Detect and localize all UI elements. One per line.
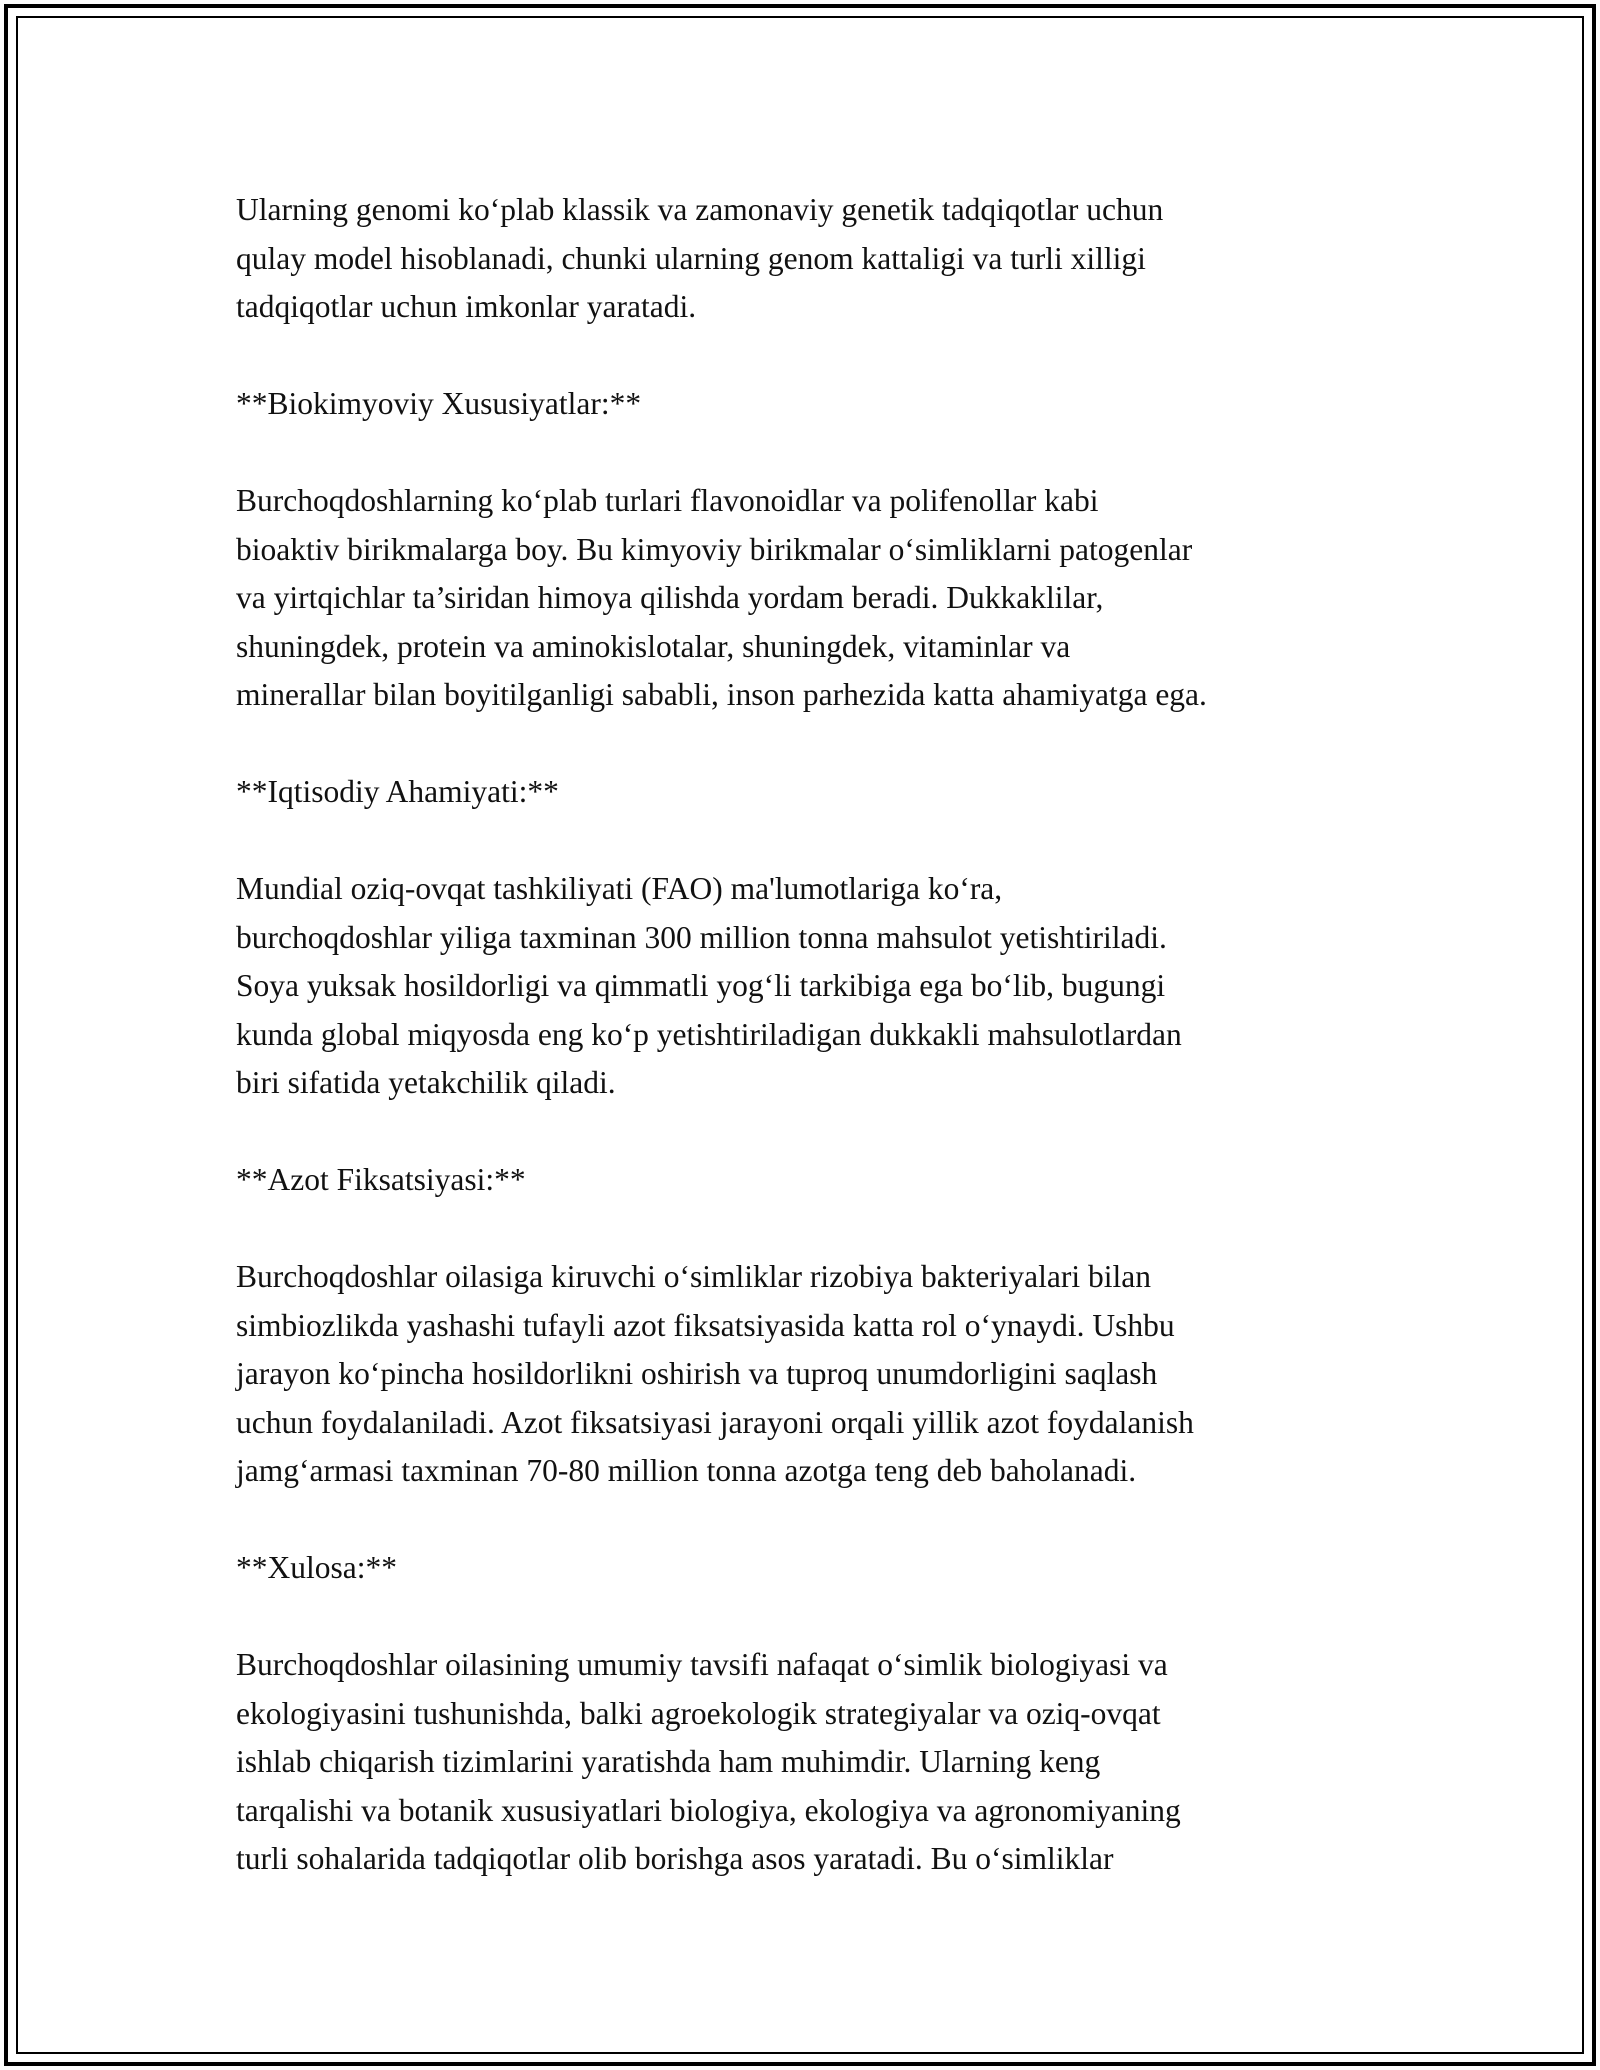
- paragraph-biochemical: [236, 477, 1376, 720]
- text-line: ekologiyasini tushunishda, balki agroekologik strategiyalar va oziq-ovqat: [236, 1695, 1161, 1731]
- text-line: Burchoqdoshlar oilasiga kiruvchi o‘simliklar rizobiya bakteriyalari bilan: [236, 1259, 1151, 1294]
- paragraph-conclusion: [236, 1641, 1376, 1884]
- text-line: biri sifatida yetakchilik qiladi.: [236, 1065, 616, 1100]
- heading-text: **Xulosa:**: [236, 1550, 397, 1585]
- text-line: Mundial oziq-ovqat tashkiliyati (FAO) ma'lumotlariga ko‘ra,: [236, 871, 1003, 906]
- text-line: Burchoqdoshlarning ko‘plab turlari flavonoidlar va polifenollar kabi: [236, 483, 1099, 518]
- text-line: minerallar bilan boyitilganligi sababli, inson parhezida katta ahamiyatga ega.: [236, 677, 1207, 712]
- heading-economic: [236, 768, 1376, 817]
- text-line: ishlab chiqarish tizimlarini yaratishda ham muhimdir. Ularning keng: [236, 1744, 1101, 1779]
- text-line: Soya yuksak hosildorligi va qimmatli yog‘li tarkibiga ega bo‘lib, bugungi: [236, 968, 1166, 1003]
- text-line: turli sohalarida tadqiqotlar olib borishga asos yaratadi. Bu o‘simliklar: [236, 1841, 1114, 1876]
- text-line: kunda global miqyosda eng ko‘p yetishtiriladigan dukkakli mahsulotlardan: [236, 1016, 1182, 1052]
- text-line: jamg‘armasi taxminan 70-80 million tonna azotga teng deb baholanadi.: [236, 1453, 1137, 1488]
- heading-biochemical: [236, 380, 1376, 429]
- heading-conclusion: [236, 1544, 1376, 1593]
- text-line: tadqiqotlar uchun imkonlar yaratadi.: [236, 289, 697, 324]
- paragraph-nitrogen: [236, 1253, 1376, 1496]
- text-line: va yirtqichlar ta’siridan himoya qilishda yordam beradi. Dukkaklilar,: [236, 580, 1104, 615]
- heading-text: **Biokimyoviy Xususiyatlar:**: [236, 386, 642, 421]
- text-line: tarqalishi va botanik xususiyatlari biologiya, ekologiya va agronomiyaning: [236, 1792, 1181, 1828]
- paragraph-economic: [236, 865, 1376, 1108]
- text-line: burchoqdoshlar yiliga taxminan 300 million tonna mahsulot yetishtiriladi.: [236, 919, 1167, 955]
- text-line: jarayon ko‘pincha hosildorlikni oshirish va tuproq unumdorligini saqlash: [236, 1356, 1158, 1391]
- text-line: shuningdek, protein va aminokislotalar, shuningdek, vitaminlar va: [236, 628, 1071, 664]
- text-line: Ularning genomi ko‘plab klassik va zamonaviy genetik tadqiqotlar uchun: [236, 192, 1164, 227]
- heading-text: **Azot Fiksatsiyasi:**: [236, 1162, 526, 1197]
- text-line: bioaktiv birikmalarga boy. Bu kimyoviy birikmalar o‘simliklarni patogenlar: [236, 531, 1193, 567]
- text-line: uchun foydalaniladi. Azot fiksatsiyasi jarayoni orqali yillik azot foydalanish: [236, 1404, 1194, 1440]
- text-line: simbiozlikda yashashi tufayli azot fiksatsiyasida katta rol o‘ynaydi. Ushbu: [236, 1307, 1175, 1343]
- paragraph-genome: [236, 186, 1376, 332]
- document-body: [236, 186, 1376, 1932]
- heading-nitrogen: [236, 1156, 1376, 1205]
- text-line: qulay model hisoblanadi, chunki ularning genom kattaligi va turli xilligi: [236, 240, 1146, 276]
- text-line: Burchoqdoshlar oilasining umumiy tavsifi nafaqat o‘simlik biologiyasi va: [236, 1647, 1168, 1682]
- heading-text: **Iqtisodiy Ahamiyati:**: [236, 774, 559, 809]
